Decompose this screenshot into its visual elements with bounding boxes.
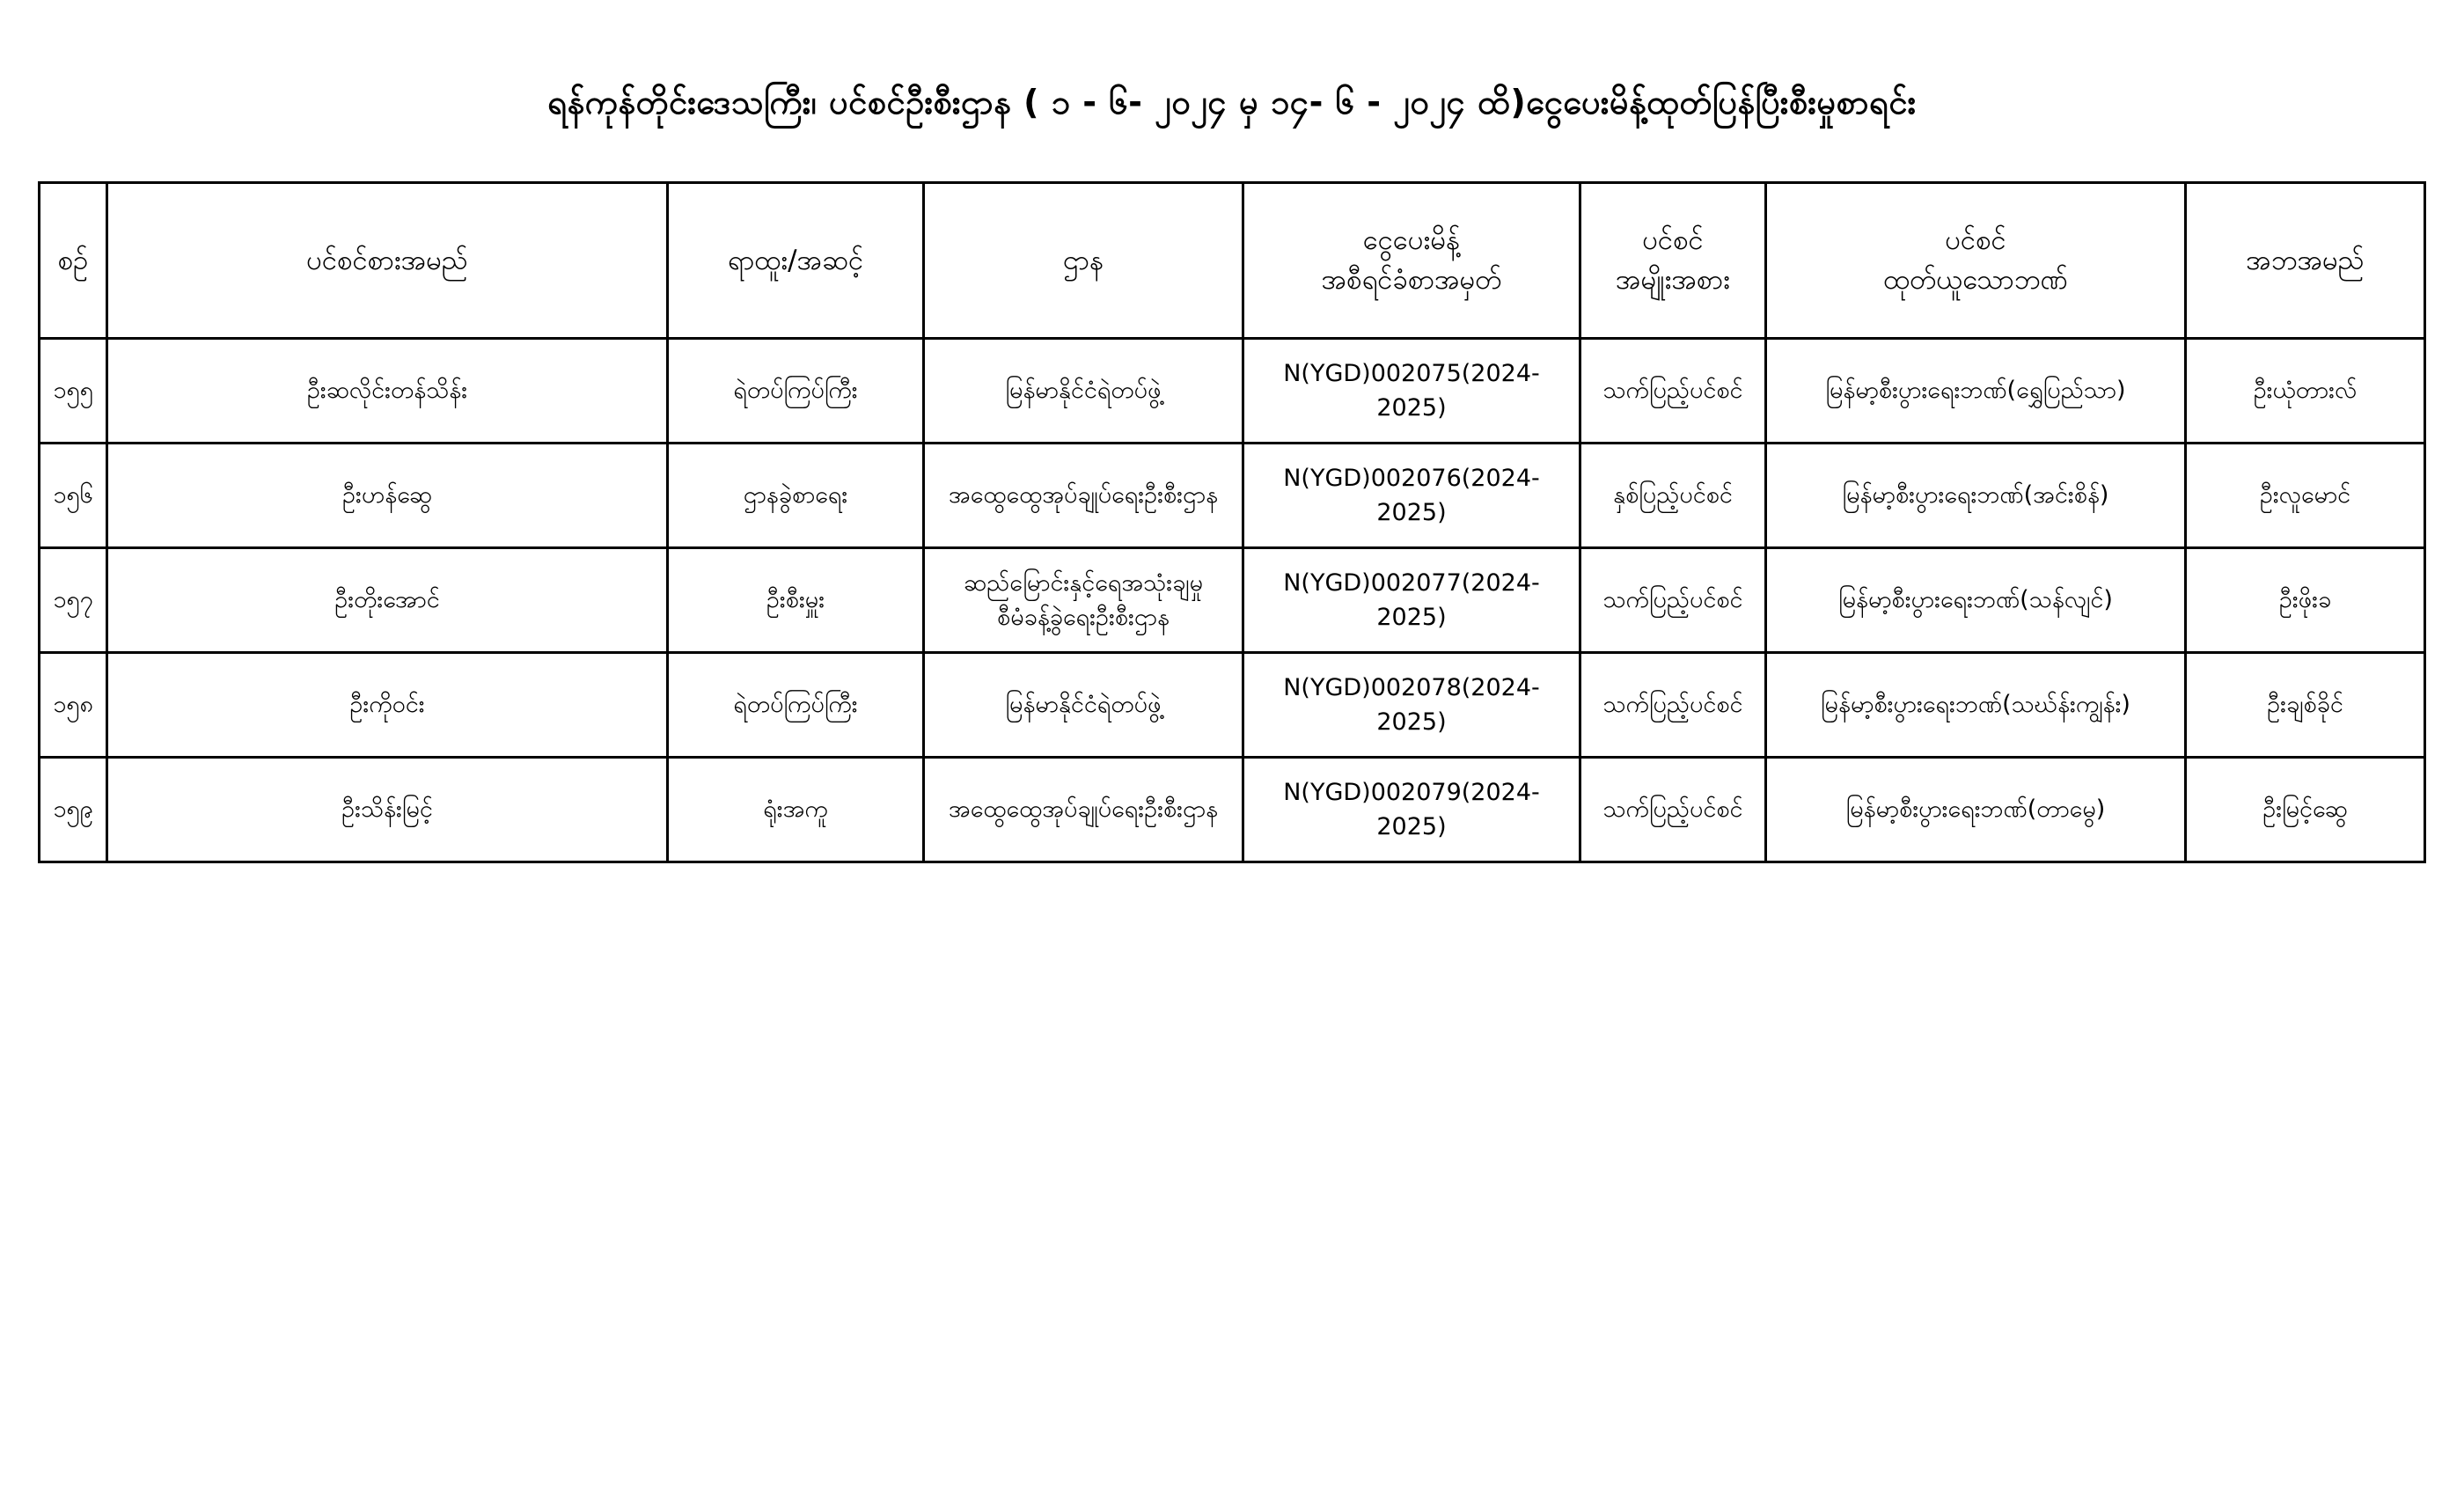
pension-table	[38, 181, 2426, 863]
cell-pension-type: သက်ပြည့်ပင်စင်	[1580, 339, 1766, 444]
cell-father-name: ဦးလူမောင်	[2186, 444, 2425, 548]
header-order-no-line2: အစီရင်ခံစာအမှတ်	[1321, 264, 1502, 296]
cell-order-no: N(YGD)002079(2024-2025)	[1243, 758, 1580, 862]
table-row	[40, 444, 2425, 548]
table-row	[40, 339, 2425, 444]
cell-department-line1: ဆည်မြောင်းနှင့်ရေအသုံးချမှု	[963, 568, 1203, 597]
header-serial: စဉ်	[40, 183, 107, 339]
cell-department-line1: မြန်မာနိုင်ငံရဲတပ်ဖွဲ့	[1005, 691, 1162, 719]
cell-serial: ၁၅၈	[40, 653, 107, 758]
table-header-row	[40, 183, 2425, 339]
cell-father-name: ဦးဖိုးခ	[2186, 548, 2425, 653]
cell-order-no: N(YGD)002076(2024-2025)	[1243, 444, 1580, 548]
header-order-no	[1243, 183, 1580, 339]
cell-position: ဦးစီးမှူး	[668, 548, 924, 653]
cell-serial: ၁၅၇	[40, 548, 107, 653]
cell-father-name: ဦးမြင့်ဆွေ	[2186, 758, 2425, 862]
table-row	[40, 653, 2425, 758]
table-row	[40, 548, 2425, 653]
cell-department-line2: စီမံခန့်ခွဲရေးဦးစီးဌာန	[997, 604, 1170, 631]
cell-serial: ၁၅၉	[40, 758, 107, 862]
cell-name: ဦးဆလိုင်းတန်သိန်း	[107, 339, 668, 444]
cell-serial: ၁၅၅	[40, 339, 107, 444]
table-row	[40, 758, 2425, 862]
cell-department-line1: မြန်မာနိုင်ငံရဲတပ်ဖွဲ့	[1005, 377, 1162, 405]
cell-order-no: N(YGD)002078(2024-2025)	[1243, 653, 1580, 758]
cell-pension-type: နှစ်ပြည့်ပင်စင်	[1580, 444, 1766, 548]
header-pension-type-line2: အမျိုးအစား	[1616, 264, 1730, 296]
header-paying-bank-line2: ထုတ်ယူသောဘဏ်	[1883, 264, 2068, 296]
cell-department-line1: အထွေထွေအုပ်ချုပ်ရေးဦးစီးဌာန	[948, 796, 1219, 824]
page-title: ရန်ကုန်တိုင်းဒေသကြီး၊ ပင်စင်ဦးစီးဌာန ( ၁ - ၆- ၂၀၂၄ မှ ၁၄- ၆ - ၂၀၂၄ ထိ)ငွေပေးမိန့်ထုတ်ပြန်ပြီးစီးမှုစာရင်း	[547, 83, 1917, 121]
header-name: ပင်စင်စားအမည်	[107, 183, 668, 339]
cell-serial: ၁၅၆	[40, 444, 107, 548]
cell-department	[924, 444, 1243, 548]
cell-department-line1: အထွေထွေအုပ်ချုပ်ရေးဦးစီးဌာန	[948, 481, 1219, 510]
header-paying-bank-line1: ပင်စင်	[1945, 224, 2006, 257]
cell-pension-type: သက်ပြည့်ပင်စင်	[1580, 758, 1766, 862]
header-paying-bank	[1766, 183, 2186, 339]
header-department: ဌာန	[924, 183, 1243, 339]
cell-paying-bank: မြန်မာ့စီးပွားရေးဘဏ်(သန်လျင်)	[1766, 548, 2186, 653]
cell-department	[924, 758, 1243, 862]
cell-paying-bank: မြန်မာ့စီးပွားရေးဘဏ်(အင်းစိန်)	[1766, 444, 2186, 548]
cell-position: ရုံးအကူ	[668, 758, 924, 862]
cell-department	[924, 653, 1243, 758]
header-position: ရာထူး/အဆင့်	[668, 183, 924, 339]
header-order-no-line1: ငွေပေးမိန့်	[1362, 224, 1461, 257]
cell-father-name: ဦးယုံတားလ်	[2186, 339, 2425, 444]
cell-name: ဦးကိုဝင်း	[107, 653, 668, 758]
cell-father-name: ဦးချစ်ခိုင်	[2186, 653, 2425, 758]
cell-order-no: N(YGD)002075(2024-2025)	[1243, 339, 1580, 444]
header-father-name: အဘအမည်	[2186, 183, 2425, 339]
cell-paying-bank: မြန်မာ့စီးပွားရေးဘဏ်(ရွှေပြည်သာ)	[1766, 339, 2186, 444]
cell-position: ရဲတပ်ကြပ်ကြီး	[668, 653, 924, 758]
cell-pension-type: သက်ပြည့်ပင်စင်	[1580, 653, 1766, 758]
cell-name: ဦးဟန်ဆွေ	[107, 444, 668, 548]
cell-department	[924, 548, 1243, 653]
cell-order-no: N(YGD)002077(2024-2025)	[1243, 548, 1580, 653]
cell-pension-type: သက်ပြည့်ပင်စင်	[1580, 548, 1766, 653]
cell-department	[924, 339, 1243, 444]
cell-paying-bank: မြန်မာ့စီးပွားရေးဘဏ်(သဃ်န်းကျွန်း)	[1766, 653, 2186, 758]
cell-paying-bank: မြန်မာ့စီးပွားရေးဘဏ်(တာမွေ)	[1766, 758, 2186, 862]
header-pension-type-line1: ပင်စင်	[1642, 224, 1704, 257]
cell-position: ရဲတပ်ကြပ်ကြီး	[668, 339, 924, 444]
cell-name: ဦးသိန်းမြင့်	[107, 758, 668, 862]
header-pension-type	[1580, 183, 1766, 339]
cell-position: ဌာနခွဲစာရေး	[668, 444, 924, 548]
cell-name: ဦးတိုးအောင်	[107, 548, 668, 653]
